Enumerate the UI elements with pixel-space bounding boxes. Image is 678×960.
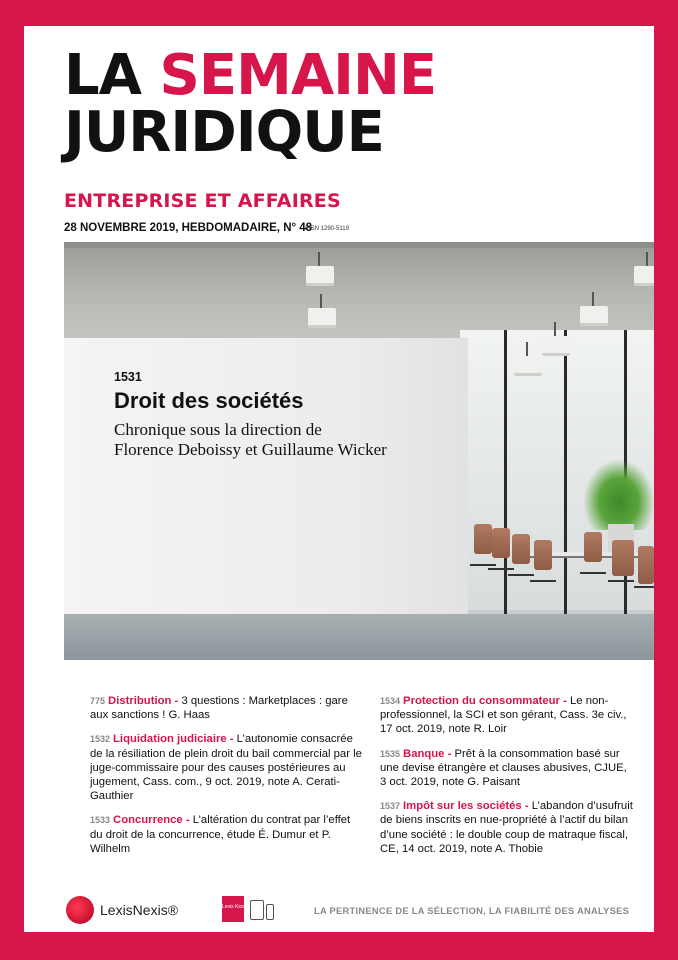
- photo-window-mullion: [564, 330, 567, 620]
- cover-photo: [64, 242, 654, 660]
- summary-left-column: [90, 694, 362, 866]
- chronicle-subtitle-line2: Florence Deboissy et Guillaume Wicker: [114, 440, 387, 459]
- entry-number: 1533: [90, 815, 111, 826]
- entry-number: 1534: [380, 696, 401, 706]
- summary-right-column: [380, 694, 634, 866]
- entry-number: 1532: [90, 734, 111, 745]
- entry-topic: Banque -: [403, 747, 452, 760]
- entry-topic: Distribution -: [108, 695, 179, 707]
- summary-entry: [380, 747, 634, 790]
- chair-icon: [492, 528, 510, 558]
- masthead: [64, 43, 437, 165]
- ceiling-lamp-icon: [514, 356, 542, 376]
- photo-ceiling-beam: [64, 242, 654, 248]
- chair-icon: [474, 524, 492, 554]
- tablet-icon: [250, 900, 264, 920]
- right-red-band: [654, 0, 678, 960]
- entry-topic: Impôt sur les sociétés -: [403, 800, 529, 813]
- summary-entry: [90, 732, 362, 803]
- chair-icon: [584, 532, 602, 562]
- ceiling-lamp-icon: [306, 266, 334, 286]
- entry-topic: Concurrence -: [113, 814, 190, 827]
- summary-entry: [90, 694, 362, 722]
- entry-number: 775: [90, 696, 106, 706]
- lexis-kiosque-icon: [222, 896, 254, 922]
- chronicle-number: 1531: [114, 370, 142, 384]
- phone-icon: [266, 904, 274, 920]
- kiosque-label: Lexis Kiosque: [222, 904, 254, 910]
- chair-icon: [638, 546, 654, 584]
- plant-icon: [584, 460, 654, 530]
- cover-feature: [114, 370, 387, 460]
- entry-number: 1537: [380, 801, 401, 812]
- ceiling-lamp-icon: [580, 306, 608, 326]
- photo-floor: [64, 614, 654, 660]
- entry-topic: Protection du consommateur -: [403, 695, 567, 707]
- entry-topic: Liquidation judiciaire -: [113, 733, 234, 746]
- ceiling-lamp-icon: [308, 308, 336, 328]
- entry-text: L’autonomie consacrée de la résiliation de plein droit du bail commercial par le juge-commissaire pour des causes postérieures au jugement, Cass. com., 9 oct. 2019, note A. Cerati-Gauthier: [90, 733, 362, 803]
- ceiling-lamp-icon: [542, 336, 570, 356]
- chair-icon: [612, 540, 634, 576]
- entry-text: Prêt à la consommation basé sur une devise étrangère et clauses abusives, CJUE, 3 oct. 2019, note G. Paisant: [380, 747, 627, 789]
- publisher-logo: [66, 896, 178, 924]
- entry-text: L’altération du contrat par l’effet du droit de la concurrence, étude É. Dumur et P. Wilhelm: [90, 814, 351, 855]
- title-la: LA: [64, 43, 160, 108]
- entry-number: 1535: [380, 748, 401, 759]
- journal-subtitle: ENTREPRISE ET AFFAIRES: [64, 190, 341, 212]
- issue-date: 28 NOVEMBRE 2019, HEBDOMADAIRE, N° 48: [64, 222, 313, 234]
- summary-entry: [380, 799, 634, 856]
- chronicle-title: Droit des sociétés: [114, 388, 304, 413]
- entry-text: 3 questions : Marketplaces : gare aux sanctions ! G. Haas: [90, 695, 348, 722]
- journal-title-line1: [64, 43, 437, 108]
- lexisnexis-logo-icon: [66, 896, 94, 924]
- summary-entry: [380, 694, 634, 737]
- title-semaine: SEMAINE: [159, 43, 437, 108]
- chair-icon: [534, 540, 552, 570]
- publisher-name: LexisNexis®: [100, 902, 179, 918]
- chronicle-subtitle-line1: Chronique sous la direction de: [114, 420, 322, 439]
- entry-text: Le non-professionnel, la SCI et son gérant, Cass. 3e civ., 17 oct. 2019, note R. Loir: [380, 695, 627, 736]
- photo-window-mullion: [504, 330, 507, 620]
- ceiling-lamp-icon: [634, 266, 654, 286]
- summary-entry: [90, 813, 362, 856]
- footer-tagline: LA PERTINENCE DE LA SÉLECTION, LA FIABILITÉ DES ANALYSES: [314, 906, 630, 916]
- entry-text: L’abandon d’usufruit de biens inscrits en nue-propriété à l’actif du bilan d’une société : le double coup de matraque fiscal, CE, 14 oct. 2019, note A. Thobie: [380, 800, 633, 855]
- chair-icon: [512, 534, 530, 564]
- journal-title-line2: JURIDIQUE: [64, 100, 384, 165]
- issn: ISSN 1290-5119: [305, 226, 349, 232]
